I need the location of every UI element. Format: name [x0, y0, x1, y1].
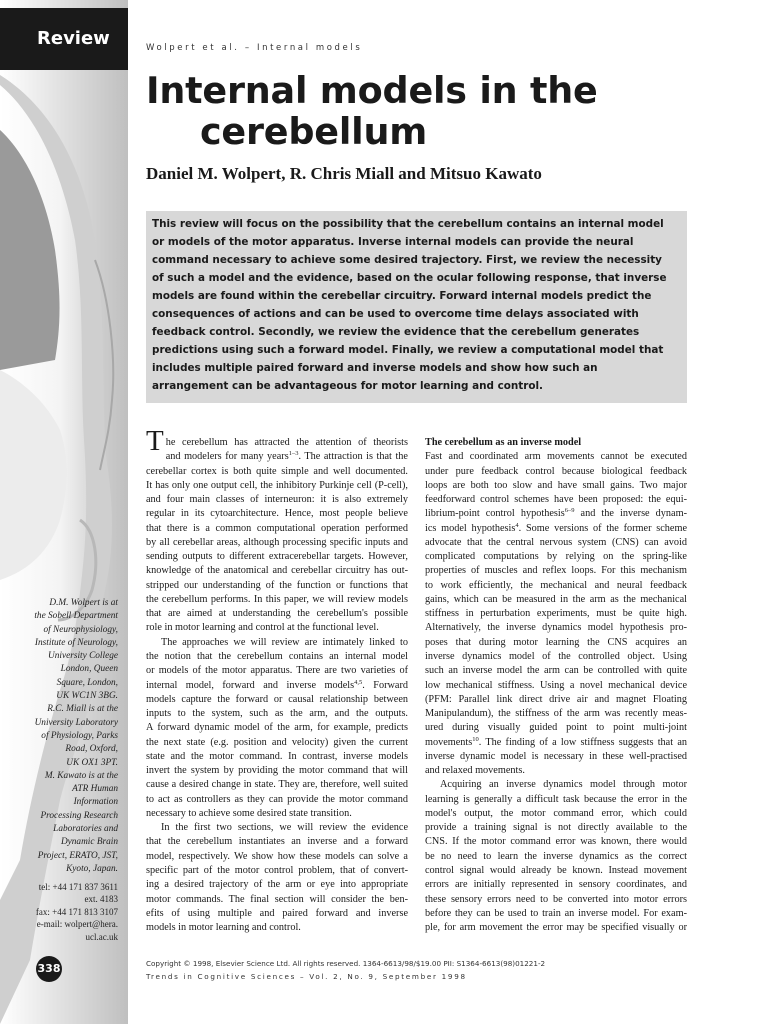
body-text-line — [425, 493, 687, 507]
body-text: and modelers for many years — [165, 451, 289, 463]
affiliation-line: Information — [73, 797, 118, 808]
body-text: properties of muscles and reflex loops. For this mechanism — [425, 565, 687, 577]
contact-line: fax: +44 171 813 3107 — [35, 906, 118, 917]
body-text-line — [425, 807, 687, 821]
body-text: Fast and coordinated arm movements cannot be executed — [425, 451, 687, 463]
reference-superscript: 10 — [472, 735, 479, 743]
body-text-line — [146, 878, 408, 892]
abstract-line: includes multiple paired forward and inverse models and show how such an — [152, 362, 598, 374]
affiliation-line: Processing Research — [40, 810, 118, 821]
left-sidebar — [0, 0, 128, 1024]
body-text-line — [425, 522, 687, 536]
body-text: . The finding of a low stiffness suggests that an — [478, 736, 687, 748]
body-text: models capture the forward or causal relationship between — [146, 693, 408, 705]
abstract-line: predictions using such a forward model. Finally, we review a computational model that — [152, 344, 664, 356]
affiliation-line: Institute of Neurology, — [34, 637, 118, 648]
body-text-line — [425, 864, 687, 878]
affiliation-line: Road, Oxford, — [65, 744, 118, 755]
body-text: the cerebellum performs. In this paper, we will review models — [146, 593, 408, 605]
body-text-line — [425, 607, 687, 621]
body-text: knowledge of the anatomical and cerebellar circuitry has out- — [146, 565, 408, 577]
affiliation-line: Project, ERATO, JST, — [37, 850, 118, 861]
body-text-line — [146, 564, 408, 578]
affiliation-line: Dynamic Brain — [60, 837, 118, 848]
author-contact — [6, 881, 118, 943]
body-text-line — [146, 465, 408, 479]
body-text-line — [425, 821, 687, 835]
body-text: state and the motor command. In contrast, inverse models — [146, 750, 408, 762]
abstract-line: or models of the motor apparatus. Inverse internal models can provide the neural — [152, 236, 634, 248]
body-text: complicated computations by relying on the spring-like — [425, 551, 687, 563]
body-text-line — [425, 693, 687, 707]
body-text: feedforward control schemes have been proposed: the equi- — [425, 494, 687, 506]
footer-copyright: Copyright © 1998, Elsevier Science Ltd. All rights reserved. 1364-6613/98/$19.00 PII: S1364-6613(98)01221-2 — [146, 959, 546, 968]
page-number: 338 — [36, 956, 62, 982]
body-text-line — [146, 636, 408, 650]
affiliation-line: the Sobell Department — [34, 611, 118, 622]
body-text: A forward dynamic model of the arm, for example, predicts — [146, 722, 408, 734]
body-text: or models of the motor apparatus. There are two varieties of — [146, 665, 408, 677]
body-text-line — [146, 479, 408, 493]
affiliation-line: R.C. Miall is at the — [47, 704, 118, 715]
body-text: ured during visually guided point to point multi-joint — [425, 722, 687, 734]
body-text-line — [425, 465, 687, 479]
abstract-box — [146, 211, 687, 403]
body-column-right — [425, 436, 687, 935]
body-text: these sensory errors need to be converted into motor errors — [425, 893, 687, 905]
body-text: by all cerebellar areas, although processing specific inputs and — [146, 536, 408, 548]
body-text-line — [146, 764, 408, 778]
body-text-line — [425, 893, 687, 907]
body-text-line — [146, 921, 408, 935]
body-text-line — [146, 850, 408, 864]
body-text-line — [425, 621, 687, 635]
body-text-line — [425, 593, 687, 607]
running-head: Wolpert et al. – Internal models — [146, 43, 363, 53]
body-text-line — [425, 579, 687, 593]
body-text-line — [146, 778, 408, 792]
abstract-line: arrangement can be advantageous for motor learning and control. — [152, 380, 543, 392]
body-text-line — [146, 736, 408, 750]
body-text: errors are initially represented in sensory coordinates, and — [425, 879, 687, 891]
body-text: the next state (e.g. position and velocity) given the current — [146, 736, 408, 748]
body-text-line — [146, 793, 408, 807]
affiliation-line: University Laboratory — [34, 717, 118, 728]
body-text: In the first two sections, we will review the evidence — [161, 822, 408, 834]
body-text: ics model hypothesis — [425, 522, 516, 534]
body-text: under pure feedback control because biological feedback — [425, 465, 687, 477]
affiliation-line: UK OX1 3PT. — [66, 757, 118, 768]
body-column-left — [146, 425, 408, 935]
body-text: Alternatively, the inverse dynamics model hypothesis pro- — [425, 622, 687, 634]
body-text: provide a training signal is not directly available to the — [425, 822, 687, 834]
body-text-line — [425, 650, 687, 664]
body-text-line — [146, 650, 408, 664]
reference-superscript: 4 — [515, 521, 519, 529]
body-text-line — [425, 479, 687, 493]
body-text: motor commands. The final section will consider the ben- — [146, 893, 408, 905]
body-text: . Forward — [362, 679, 408, 691]
body-text: Manipulandum), the stiffness of the arm was recently meas- — [425, 708, 687, 720]
title-line-2: cerebellum — [200, 110, 428, 153]
affiliation-line: M. Kawato is at the — [44, 770, 118, 781]
body-text: cause a desired change in state. They are, therefore, well suited — [146, 779, 408, 791]
contact-line: e-mail: wolpert@hera. — [36, 919, 118, 930]
body-text-line — [425, 679, 687, 693]
body-text-line — [146, 507, 408, 521]
body-text-line — [146, 864, 408, 878]
author-list: Daniel M. Wolpert, R. Chris Miall and Mitsuo Kawato — [146, 164, 542, 183]
body-text: (PFM: Parallel link direct drive air and magnet Floating — [425, 693, 687, 705]
body-text-line — [146, 593, 408, 607]
body-text-line — [425, 850, 687, 864]
body-text-line — [146, 522, 408, 536]
body-text: librium-point control hypothesis — [425, 508, 565, 520]
body-text-line — [425, 907, 687, 921]
body-text-line — [146, 893, 408, 907]
body-text: movements — [425, 736, 473, 748]
body-text-line — [146, 721, 408, 735]
body-text-line — [425, 750, 687, 764]
body-text: inverse dynamics model of the controlled object. Using — [425, 650, 687, 662]
body-text: model's output, the motor command error, which could — [425, 807, 687, 819]
affiliation-line: London, Queen — [60, 664, 118, 675]
body-text-line — [425, 707, 687, 721]
body-text: that the cerebellum instantiates an inverse and a forward — [146, 836, 408, 848]
affiliation-line: ATR Human — [72, 784, 118, 795]
body-text: role in motor learning and control at the functional level. — [146, 622, 379, 634]
body-text: CNS. If the motor command error was known, there would — [425, 836, 687, 848]
page-footer — [146, 958, 545, 983]
abstract-line: consequences of actions and can be used to overcome time delays associated with — [152, 308, 639, 320]
body-text: Acquiring an inverse dynamics model through motor — [440, 779, 687, 791]
section-heading: The cerebellum as an inverse model — [425, 437, 582, 448]
affiliation-line: Square, London, — [56, 677, 118, 688]
body-text: internal model, forward and inverse models — [146, 679, 355, 691]
abstract-line: feedback control. Secondly, we review the evidence that the cerebellum generates — [152, 326, 640, 338]
body-text-line — [425, 878, 687, 892]
body-text: the notion that the cerebellum contains an internal model — [146, 650, 408, 662]
body-text: inputs to the system, such as the arm, and the outputs. — [146, 708, 408, 720]
body-text-line — [146, 664, 408, 678]
body-text: . The attraction is that the — [298, 451, 408, 463]
body-text: that there is a common computational operation performed — [146, 522, 408, 534]
body-text: such an inverse model the arm can be controlled with quite — [425, 665, 687, 677]
body-text: . Some versions of the former scheme — [518, 522, 687, 534]
body-text-line — [146, 907, 408, 921]
body-text: be no need to learn the inverse dynamics as the correct — [425, 850, 687, 862]
body-text: regular in its cytoarchitecture. Hence, most people believe — [146, 508, 408, 520]
affiliation-line: University College — [48, 651, 118, 662]
body-text: ing a desired trajectory of the arm or eye into appropriate — [146, 879, 408, 891]
body-text: and relaxed movements. — [425, 765, 525, 777]
affiliation-line: of Neurophysiology, — [43, 624, 118, 635]
body-text-line — [146, 693, 408, 707]
body-text: sending outputs to different extracerebellar targets. However, — [146, 551, 408, 563]
body-text-line — [146, 607, 408, 621]
affiliation-line: Laboratories and — [53, 824, 118, 835]
contact-line: ext. 4183 — [84, 894, 118, 905]
contact-line: tel: +44 171 837 3611 — [38, 882, 118, 892]
body-text: learning is generally a difficult task because the error in the — [425, 793, 687, 805]
abstract-line: command necessary to achieve some desired trajectory. First, we review the necessity — [152, 254, 662, 266]
body-text: poses that during motor learning the CNS acquires an — [425, 636, 687, 648]
footer-journal: Trends in Cognitive Sciences – Vol. 2, No. 9, September 1998 — [146, 971, 467, 981]
body-text-line — [146, 550, 408, 564]
body-text-line — [146, 450, 408, 464]
body-text-line — [425, 564, 687, 578]
body-text: loops are both too slow and have small gains. Two major — [425, 479, 687, 491]
reference-superscript: 4,5 — [354, 678, 363, 686]
body-text: he cerebellum has attracted the attention of theorists — [165, 437, 408, 448]
author-affiliations — [6, 597, 118, 876]
body-text-line — [425, 835, 687, 849]
body-text-line — [425, 664, 687, 678]
body-text: ple, for arm movement the error may be specified visually or — [425, 922, 687, 934]
title-line-1: Internal models in the — [146, 69, 598, 112]
body-text: It has only one output cell, the inhibitory Purkinje cell (P-cell), — [146, 479, 408, 491]
body-text-line — [425, 636, 687, 650]
body-text: necessary to achieve some desired state transition. — [146, 807, 352, 819]
body-text-line — [425, 778, 687, 792]
body-text: gains, which can be measured in the arm as the mechanical — [425, 593, 687, 605]
body-text: stiffness in perturbation experiments, must be quite high. — [425, 608, 687, 620]
body-text-line — [425, 764, 687, 778]
body-text-line — [425, 550, 687, 564]
body-text-line — [146, 807, 408, 821]
body-text: to work efficiently, the mechanical and neural feedback — [425, 579, 687, 591]
body-text: model, respectively. We show how these models can solve a — [146, 850, 408, 862]
body-text: before they can be used to train an inverse model. For exam- — [425, 907, 687, 919]
body-text-line — [146, 579, 408, 593]
body-text-line — [146, 707, 408, 721]
body-text: that are aimed at understanding the cerebellum's possible — [146, 608, 408, 620]
body-text: low mechanical stiffness. Using a novel mechanical device — [425, 679, 687, 691]
body-text-line — [425, 536, 687, 550]
body-text-line — [425, 507, 687, 521]
body-text: and the inverse dynam- — [574, 508, 687, 520]
section-tab-review: Review — [0, 8, 128, 70]
body-text-line — [146, 750, 408, 764]
body-text: invert the system by providing the motor command that will — [146, 765, 408, 777]
reference-superscript: 1–3 — [288, 450, 299, 458]
body-text: to act as controllers as they can provide the motor command — [146, 793, 408, 805]
body-text-line — [146, 679, 408, 693]
body-text: specific part of the motor control problem, that of convert- — [146, 864, 408, 876]
body-text-line — [425, 721, 687, 735]
body-text-line — [425, 921, 687, 935]
body-text-line — [146, 493, 408, 507]
body-text: The approaches we will review are intimately linked to — [161, 636, 408, 648]
abstract-line: of such a model and the evidence, based on the ocular following response, that inverse — [152, 272, 667, 284]
affiliation-line: of Physiology, Parks — [41, 730, 118, 741]
affiliation-line: UK WC1N 3BG. — [56, 691, 118, 702]
body-text: models in motor learning and control. — [146, 922, 301, 934]
article-title — [146, 70, 598, 152]
drop-cap: T — [146, 425, 164, 457]
reference-superscript: 6–9 — [564, 507, 575, 515]
body-text: control signal would already be known. Instead movement — [425, 864, 687, 876]
affiliation-line: D.M. Wolpert is at — [49, 598, 118, 608]
contact-line: ucl.ac.uk — [85, 931, 118, 942]
body-text: stripped our understanding of the function or functions that — [146, 579, 408, 591]
body-text-line — [146, 536, 408, 550]
body-text-line — [146, 621, 408, 635]
body-text: efits of using multiple and paired forward and inverse — [146, 907, 408, 919]
abstract-line: This review will focus on the possibility that the cerebellum contains an internal model — [152, 218, 664, 230]
body-text-line — [146, 835, 408, 849]
body-text: and four main classes of interneuron: it is also extremely — [146, 494, 408, 506]
abstract-line: models are found within the cerebellar circuitry. Forward internal models predict the — [152, 290, 652, 302]
body-text: cerebellar cortex is both quite simple and well documented. — [146, 465, 408, 477]
affiliation-line: Kyoto, Japan. — [66, 863, 118, 874]
body-text-line — [425, 450, 687, 464]
body-text-line — [425, 793, 687, 807]
body-text-line — [146, 821, 408, 835]
body-text-line — [425, 736, 687, 750]
body-text: advocate that the central nervous system (CNS) can avoid — [425, 536, 687, 548]
body-text: inverse dynamic model is necessary in these well-practised — [425, 750, 687, 762]
